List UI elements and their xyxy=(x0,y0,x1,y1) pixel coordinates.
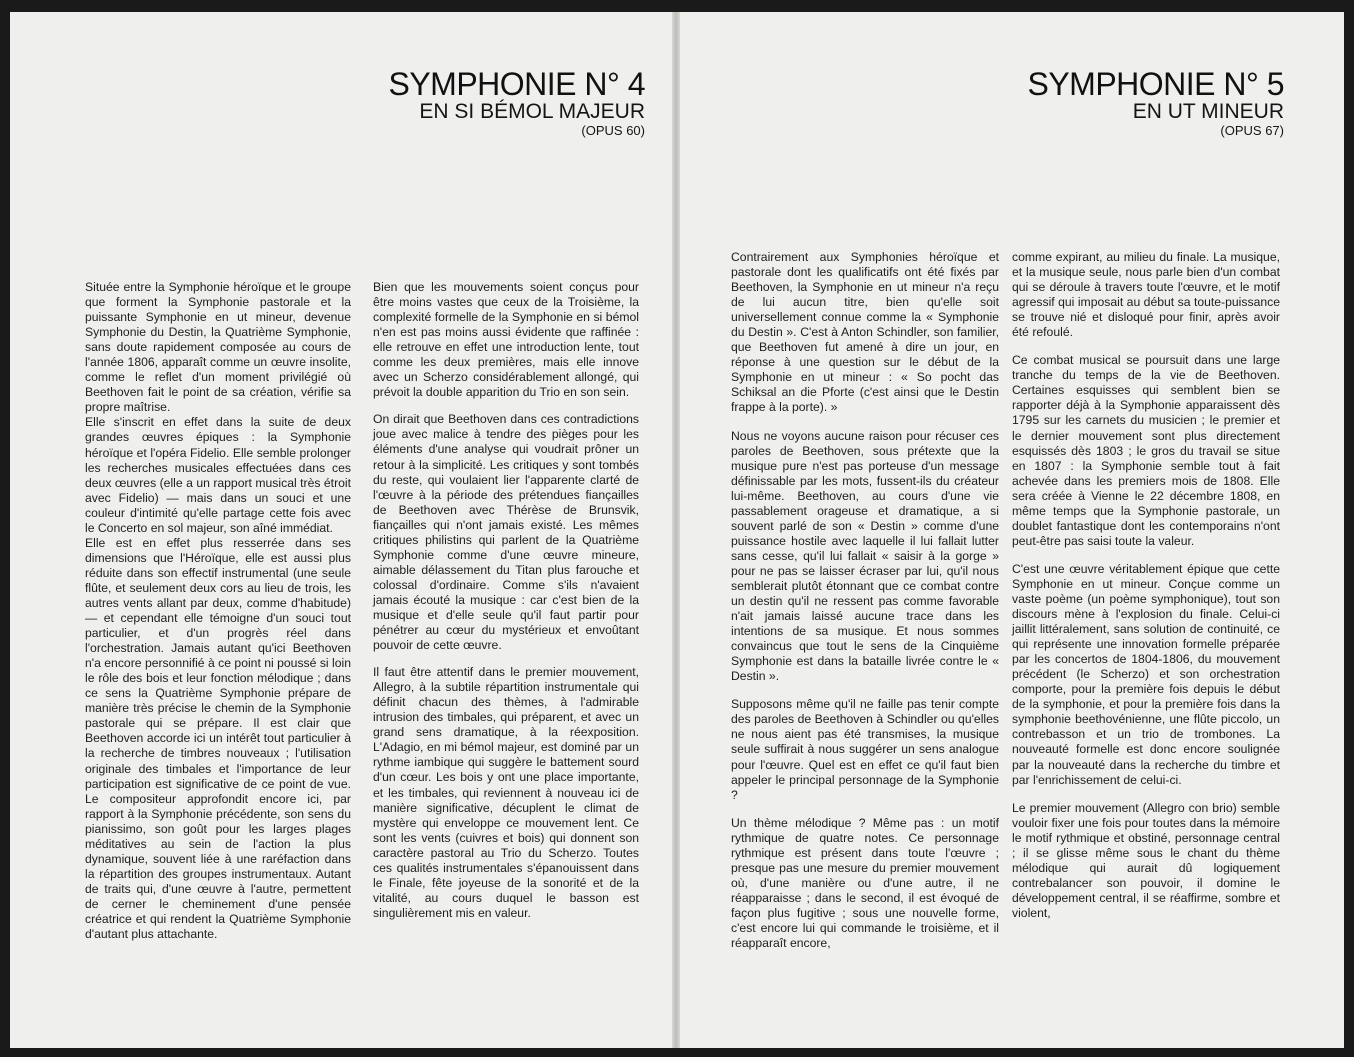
right-column-2 xyxy=(1012,250,1280,921)
left-subtitle: EN SI BÉMOL MAJEUR xyxy=(419,100,645,123)
right-title: SYMPHONIE N° 5 xyxy=(1027,66,1284,102)
paragraph: comme expirant, au milieu du finale. La musique, et la musique seule, nous parle bien d'un combat qui se déroule à travers toute l'œuvre, et le motif agressif qui imposait au début sa toute-puissance se trouve nié et disloqué pour finir, après avoir été refoulé. xyxy=(1012,250,1280,340)
right-page xyxy=(680,12,1344,1048)
paragraph: Nous ne voyons aucune raison pour récuser ces paroles de Beethoven, sous prétexte que la musique pure n'est pas porteuse d'un message définissable par les mots, fussent-ils du créateur lui-même. Beethoven, au cours d'une vie passablement orageuse et dramatique, a si souvent parlé de son « Destin » comme d'une puissance hostile avec laquelle il lui fallait lutter sans cesse, qu'il lui fallait « saisir à la gorge » pour ne pas se laisser écraser par lui, qu'il nous semblerait plutôt étonnant que ce combat contre un destin qu'il ne ressent pas comme favorable n'ait jamais laissé aucune trace dans les intentions de sa musique. Et nous sommes convaincus que tout le sens de la Cinquième Symphonie est dans la bataille livrée contre le « Destin ». xyxy=(731,428,999,684)
right-column-1 xyxy=(731,250,999,951)
paragraph: Supposons même qu'il ne faille pas tenir compte des paroles de Beethoven à Schindler ou qu'elles ne nous aient pas été transmises, la musique seule suffirait à nous suggérer un sens analogue pour l'œuvre. Quel est en effet ce qu'il faut bien appeler le principal personnage de la Symphonie ? xyxy=(731,697,999,802)
left-column-1 xyxy=(85,280,351,942)
right-heading xyxy=(1027,68,1284,137)
paragraph: Elle est en effet plus resserrée dans ses dimensions que l'Héroïque, elle est aussi plus réduite dans son effectif instrumental (une seule flûte, et seulement deux cors au lieu de trois, les autres vents allant par deux, comme d'habitude) — et cependant elle témoigne d'un souci tout particulier, et d'un progrès réel dans l'orchestration. Jamais autant qu'ici Beethoven n'a encore personnifié à ce point ni poussé si loin le rôle des bois et leur fonction mélodique ; dans ce sens la Quatrième Symphonie prépare de manière très précise le chemin de la Symphonie pastorale qui se prépare. Il est clair que Beethoven accorde ici un intérêt tout particulier à la recherche de timbres nouveaux ; l'utilisation originale des timbales et l'importance de leur participation est significative de ce point de vue. Le compositeur approfondit encore ici, par rapport à la Symphonie précédente, son sens du pianissimo, son goût pour les larges plages méditatives au sein de l'action la plus dynamique, souvent liée à une raréfaction dans la répartition des groupes instrumentaux. Autant de traits qui, d'une œuvre à l'autre, permettent de cerner le cheminement d'une pensée créatrice et qui rendent la Quatrième Symphonie d'autant plus attachante. xyxy=(85,535,351,942)
paragraph: On dirait que Beethoven dans ces contradictions joue avec malice à tendre des pièges pour les éléments d'une analyse qui voudrait prôner un retour à la simplicité. Les critiques y sont tombés du reste, qui voulaient lier l'apparente clarté de l'œuvre à la période des prétendues fiançailles de Beethoven avec Thérèse de Brunsvik, fiançailles qui n'ont jamais existé. Les mêmes critiques philistins qui parlent de la Quatrième Symphonie comme d'une œuvre mineure, aimable délassement du Titan plus farouche et colossal d'ordinaire. Comme s'ils n'avaient jamais écouté la musique : car c'est bien de la musique et d'elle seule qu'il faut partir pour pénétrer au cœur du mystérieux et envoûtant pouvoir de cette œuvre. xyxy=(373,412,639,653)
paragraph: Ce combat musical se poursuit dans une large tranche du temps de la vie de Beethoven. Certaines esquisses qui semblent bien se rapporter déjà à la Symphonie apparaissent dès 1795 sur les carnets du musicien ; le premier et le dernier mouvement sont plus directement esquissés dès 1803 ; le gros du travail se situe en 1807 : la Symphonie semble tout à fait achevée dans les premiers mois de 1808. Elle sera créée à Vienne le 22 décembre 1808, en même temps que la Symphonie pastorale, un doublet fantastique dont les contemporains n'ont peut-être pas saisi toute la valeur. xyxy=(1012,353,1280,548)
paragraph: Située entre la Symphonie héroïque et le groupe que forment la Symphonie pastorale et la puissante Symphonie en ut mineur, devenue Symphonie du Destin, la Quatrième Symphonie, sans doute rapidement composée au cours de l'année 1806, apparaît comme un œuvre insolite, comme le reflet d'un moment privilégié où Beethoven fait le point de sa création, vérifie sa propre maîtrise. xyxy=(85,280,351,415)
right-opus: (OPUS 67) xyxy=(1220,123,1284,138)
paragraph: Il faut être attentif dans le premier mouvement, Allegro, à la subtile répartition instrumentale qui définit chacun des thèmes, à l'admirable intrusion des timbales, qui préparent, et avec un grand sens dramatique, à la réexposition. L'Adagio, en mi bémol majeur, est dominé par un rythme iambique qui suggère le battement sourd d'un cœur. Les bois y ont une place importante, et les timbales, qui reviennent à nouveau ici de manière significative, décuplent le climat de mystère qui enveloppe ce mouvement lent. Ce sont les vents (cuivres et bois) qui donnent son caractère pastoral au Trio du Scherzo. Toutes ces qualités instrumentales s'épanouissent dans le Finale, fête joyeuse de la sonorité et de la vitalité, au cours duquel le basson est singulièrement mis en valeur. xyxy=(373,665,639,920)
booklet-spread xyxy=(10,12,1344,1048)
left-opus: (OPUS 60) xyxy=(581,123,645,138)
paragraph: Bien que les mouvements soient conçus pour être moins vastes que ceux de la Troisième, la complexité formelle de la Symphonie en si bémol n'en est pas moins aussi évidente que raffinée : elle retrouve en effet une introduction lente, tout comme les deux premières, mais elle innove avec un Scherzo considérablement allongé, qui prévoit la double apparition du Trio en son sein. xyxy=(373,280,639,400)
left-heading xyxy=(388,68,645,137)
left-title: SYMPHONIE N° 4 xyxy=(388,66,645,102)
paragraph: Contrairement aux Symphonies héroïque et pastorale dont les qualificatifs ont été fixés par Beethoven, la Symphonie en ut mineur n'a reçu de lui aucun titre, bien qu'elle soit universellement connue comme la « Symphonie du Destin ». C'est à Anton Schindler, son familier, que Beethoven fut amené à dire un jour, en réponse à une question sur le début de la Symphonie en ut mineur : « So pocht das Schiksal an die Pforte (c'est ainsi que le Destin frappe à la porte). » xyxy=(731,250,999,415)
paragraph: Un thème mélodique ? Même pas : un motif rythmique de quatre notes. Ce personnage rythmique est présent dans toute l'œuvre ; presque pas une mesure du premier mouvement où, d'une manière ou d'une autre, il ne réapparaisse ; dans le second, il est évoqué de façon plus fugitive ; sous une nouvelle forme, c'est encore lui qui commande le troisième, et il réapparaît encore, xyxy=(731,815,999,951)
paragraph: Le premier mouvement (Allegro con brio) semble vouloir fixer une fois pour toutes dans la mémoire le motif rythmique et obstiné, personnage central ; il se glisse même sous le chant du thème mélodique qui aurait dû logiquement contrebalancer son pouvoir, il domine le développement central, il se réaffirme, sombre et violent, xyxy=(1012,800,1280,920)
left-column-2 xyxy=(373,280,639,921)
left-page xyxy=(10,12,673,1048)
binding-gutter xyxy=(672,12,680,1048)
paragraph: C'est une œuvre véritablement épique que cette Symphonie en ut mineur. Conçue comme un vaste poème (un poème symphonique), tout son discours mène à l'explosion du finale. Celui-ci jaillit littéralement, sans solution de continuité, ce qui représente une innovation formelle préparée par les concertos de 1804-1806, du mouvement précédent (le Scherzo) et son orchestration comporte, pour la première fois depuis le début de la symphonie, et pour la première fois dans la symphonie beethovénienne, une flûte piccolo, un contrebasson et un trio de trombones. La nouveauté formelle est donc encore soulignée par la nouveauté dans la recherche du timbre et par l'enrichissement de celui-ci. xyxy=(1012,561,1280,787)
right-subtitle: EN UT MINEUR xyxy=(1132,100,1284,123)
paragraph: Elle s'inscrit en effet dans la suite de deux grandes œuvres épiques : la Symphonie héroïque et l'opéra Fidelio. Elle semble prolonger les recherches musicales effectuées dans ces deux œuvres (elle a un rapport musical très étroit avec Fidelio) — mais dans un souci et une couleur d'intimité qu'elle partage cette fois avec le Concerto en sol majeur, son aîné immédiat. xyxy=(85,415,351,535)
